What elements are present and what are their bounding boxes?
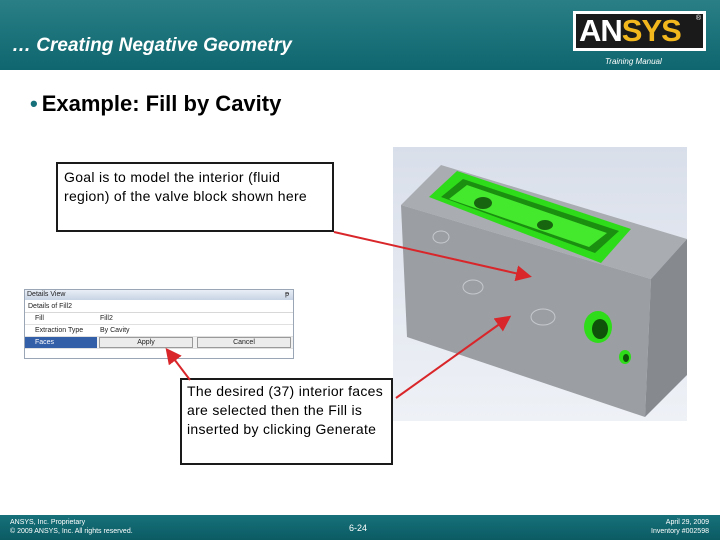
apply-button[interactable]: Apply — [99, 337, 193, 348]
bullet-dot: • — [30, 91, 38, 116]
goal-note: Goal is to model the interior (fluid region) of the valve block shown here — [56, 162, 334, 232]
footer-proprietary: ANSYS, Inc. Proprietary — [10, 519, 86, 526]
arrow-to-interior — [396, 318, 508, 398]
details-view-title: Details View — [27, 291, 66, 298]
details-row-key: Faces — [25, 337, 97, 348]
details-group-header[interactable]: Details of Fill2 — [25, 300, 293, 313]
footer-copyright — [10, 518, 133, 536]
details-row-key: Fill — [35, 315, 44, 322]
pin-icon[interactable]: ᵽ — [285, 291, 289, 298]
details-row-value: Fill2 — [100, 315, 113, 322]
footer-date-inventory — [651, 518, 709, 536]
heading-text: Example: Fill by Cavity — [41, 91, 282, 116]
training-manual-label: Training Manual — [605, 57, 662, 66]
details-row-key: Extraction Type — [35, 327, 84, 334]
slide-title: … Creating Negative Geometry — [12, 35, 292, 56]
footer-date: April 29, 2009 — [665, 519, 709, 526]
logo-wordmark: ANSYS — [579, 13, 681, 48]
cancel-button[interactable]: Cancel — [197, 337, 291, 348]
footer-rights: © 2009 ANSYS, Inc. All rights reserved. — [10, 528, 133, 535]
details-row-value: By Cavity — [100, 327, 130, 334]
generate-note: The desired (37) interior faces are selected then the Fill is inserted by clicking Generate — [180, 378, 393, 465]
arrow-to-cavity — [334, 232, 528, 276]
page-number: 6-24 — [349, 523, 368, 533]
footer-inventory: Inventory #002598 — [651, 528, 709, 535]
arrow-to-apply — [168, 351, 190, 380]
slide-footer — [0, 515, 720, 540]
registered-mark: ® — [695, 15, 701, 22]
